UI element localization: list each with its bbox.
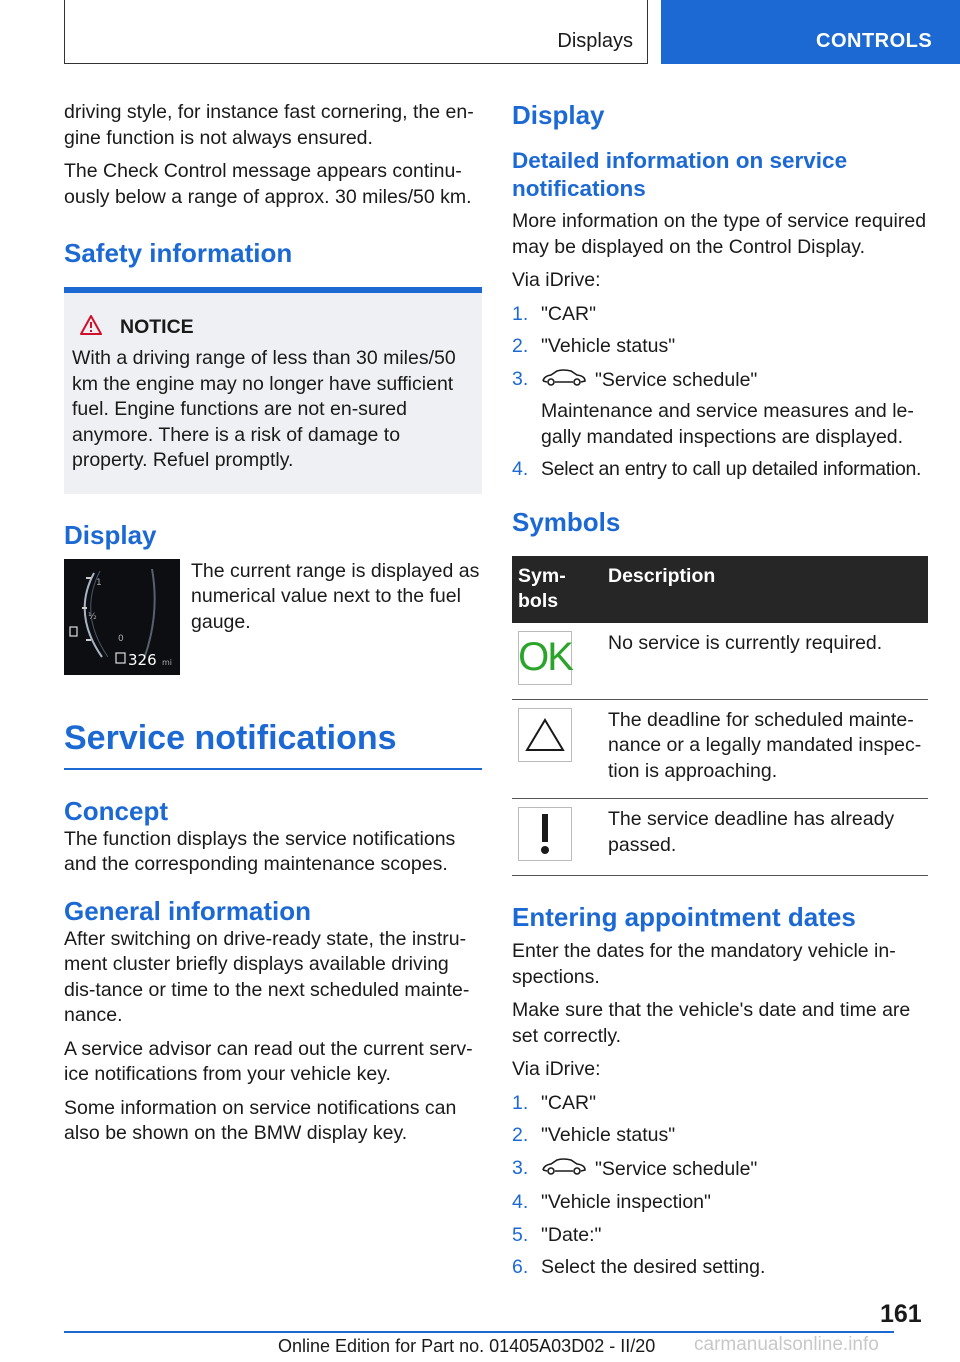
list-item: 4. "Vehicle inspection"	[512, 1191, 711, 1213]
display-text-left: The current range is displayed as numerical value next to the fuel gauge.	[191, 559, 480, 633]
entering-text-2: Make sure that the vehicle's date and time are set correctly.	[512, 999, 911, 1047]
list-item: 1. "CAR"	[512, 1091, 597, 1114]
table-cell-description: The deadline for scheduled mainte-nance or a legally mandated inspec-tion is approaching.	[602, 699, 928, 799]
exclamation-icon	[518, 807, 572, 861]
warning-triangle-icon	[80, 315, 102, 340]
via-idrive-2: Via iDrive:	[512, 1058, 601, 1080]
notice-title: NOTICE	[120, 316, 194, 338]
display-heading-right: Display	[512, 100, 605, 130]
warning-triangle-icon	[518, 708, 572, 762]
list-item: 4. Select an entry to call up detailed information.	[512, 458, 922, 480]
detail-heading: Detailed information on service notifications	[512, 148, 848, 201]
table-header-description: Description	[602, 556, 928, 623]
general-paragraph-2: A service advisor can read out the current serv-ice notifications from your vehicle key.	[64, 1037, 473, 1085]
car-icon	[541, 367, 587, 395]
via-idrive-1: Via iDrive:	[512, 269, 601, 291]
list-item: 2. "Vehicle status"	[512, 1124, 676, 1146]
cluster-unit-text: mi	[162, 657, 173, 667]
table-cell-description: No service is currently required.	[602, 623, 928, 700]
display-heading-left: Display	[64, 519, 157, 550]
list-item: 2. "Vehicle status"	[512, 335, 676, 357]
entering-text-1: Enter the dates for the mandatory vehicle in-spections.	[512, 940, 896, 988]
general-paragraph-1: After switching on drive-ready state, the instru-ment cluster briefly displays available driving dis-tance or time to the next scheduled mainte-nance.	[64, 927, 470, 1026]
left-column	[64, 100, 482, 1155]
detail-text: More information on the type of service required may be displayed on the Control Display.	[512, 210, 927, 258]
section-title: Displays	[557, 30, 633, 52]
general-paragraph-3: Some information on service notifications can also be shown on the BMW display key.	[64, 1096, 457, 1144]
svg-text:0: 0	[118, 633, 124, 644]
ok-icon: OK	[518, 631, 572, 685]
chapter-title: CONTROLS	[816, 30, 933, 52]
intro-paragraph-1: driving style, for instance fast cornering, the en-gine function is not always ensured.	[64, 101, 474, 149]
concept-heading: Concept	[64, 795, 168, 826]
table-cell-description: The service deadline has already passed.	[602, 799, 928, 876]
service-notifications-heading: Service notifications	[64, 718, 397, 757]
symbols-table	[512, 556, 928, 877]
header-chapter-tab	[661, 0, 960, 64]
right-column	[512, 100, 930, 1288]
notice-box	[64, 293, 482, 494]
list-item: 6. Select the desired setting.	[512, 1256, 766, 1278]
cluster-range-text: 326	[128, 650, 157, 669]
list-item: 3. "Service schedule"	[512, 1156, 930, 1184]
list-item: 5. "Date:"	[512, 1223, 602, 1246]
entering-dates-heading: Entering appointment dates	[512, 902, 856, 932]
car-icon	[541, 1156, 587, 1184]
safety-heading: Safety information	[64, 238, 293, 268]
table-row	[512, 799, 928, 876]
general-information-heading: General information	[64, 895, 312, 926]
steps-list-2	[512, 1091, 930, 1281]
table-header-symbols: Sym-bols	[512, 556, 602, 623]
service-rule	[64, 768, 482, 770]
footer-rule	[64, 1331, 894, 1333]
svg-text:1: 1	[96, 577, 102, 588]
table-header-row	[512, 556, 928, 623]
display-row	[64, 559, 482, 675]
symbols-heading: Symbols	[512, 506, 621, 537]
header-left-box	[64, 0, 648, 64]
footer-watermark: carmanualsonline.info	[694, 1334, 879, 1355]
instrument-cluster-image	[64, 559, 180, 675]
table-row	[512, 699, 928, 799]
list-item: 1. "CAR"	[512, 302, 597, 325]
footer-edition: Online Edition for Part no. 01405A03D02 - II/20	[278, 1336, 656, 1356]
steps-list-1	[512, 302, 930, 483]
notice-text: With a driving range of less than 30 miles/50 km the engine may no longer have sufficient fuel. Engine functions are not en-sured anymore. There is a risk of damage to property. Refuel promptly.	[72, 347, 456, 471]
list-item: 3. "Service schedule" Maintenance and service measures and le-gally mandated inspections are displayed.	[512, 367, 914, 448]
svg-text:½: ½	[88, 611, 97, 622]
intro-paragraph-2: The Check Control message appears continu-ously below a range of approx. 30 miles/50 km.	[64, 160, 472, 208]
page-number: 161	[880, 1300, 922, 1328]
concept-text: The function displays the service notifications and the corresponding maintenance scopes.	[64, 827, 456, 875]
table-row	[512, 623, 928, 700]
